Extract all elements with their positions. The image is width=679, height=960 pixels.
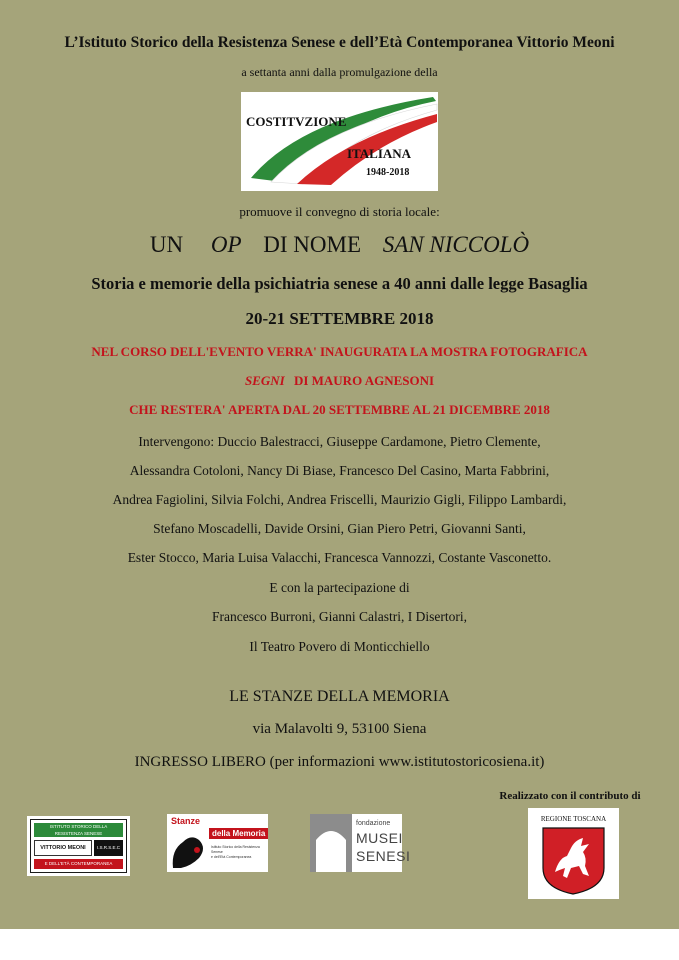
institute-name: L’Istituto Storico della Resistenza Senese e dell’Età Contemporanea Vittorio Meoni bbox=[64, 34, 615, 51]
participation-line-2: Il Teatro Povero di Monticchiello bbox=[249, 639, 430, 654]
stanze-subtitle: della Memoria bbox=[209, 828, 268, 839]
arch-icon bbox=[310, 814, 352, 872]
senesi-word: SENESI bbox=[356, 848, 411, 864]
regione-toscana-logo bbox=[528, 808, 619, 899]
venue-address: via Malavolti 9, 53100 Siena bbox=[252, 721, 427, 737]
speakers-line-4: Stefano Moscadelli, Davide Orsini, Gian Piero Petri, Giovanni Santi, bbox=[153, 521, 526, 536]
title-san-niccolo: SAN NICCOLÒ bbox=[382, 232, 530, 257]
constitution-word: COSTITVZIONE bbox=[246, 114, 347, 129]
speakers-line-2: Alessandra Cotoloni, Nancy Di Biase, Francesco Del Casino, Marta Fabbrini, bbox=[129, 463, 550, 478]
stanze-word: Stanze bbox=[171, 816, 201, 826]
title-un: UN bbox=[149, 232, 184, 257]
constitution-logo bbox=[241, 92, 438, 191]
exhibition-line-2 bbox=[0, 373, 679, 389]
occasion-text: a settanta anni dalla promulgazione della bbox=[241, 65, 438, 79]
participation-intro: E con la partecipazione di bbox=[269, 580, 410, 595]
isrsec-top-band: ISTITUTO STORICO DELLA RESISTENZA SENESE bbox=[34, 823, 123, 837]
title-di-nome: DI NOME bbox=[263, 232, 362, 257]
exhibition-line-3: CHE RESTERA' APERTA DAL 20 SETTEMBRE AL 21 DICEMBRE 2018 bbox=[129, 402, 550, 417]
title-op: OP bbox=[210, 232, 242, 257]
promotes-text: promuove il convegno di storia locale: bbox=[239, 204, 440, 219]
speakers-line-5: Ester Stocco, Maria Luisa Valacchi, Francesca Vannozzi, Costante Vasconetto. bbox=[127, 550, 552, 565]
event-dates: 20-21 SETTEMBRE 2018 bbox=[245, 309, 434, 328]
musei-senesi-logo bbox=[310, 814, 411, 872]
isrsec-name: VITTORIO MEONI bbox=[34, 840, 92, 856]
isrsec-bottom-band: E DELL'ETÀ CONTEMPORANEA bbox=[34, 859, 123, 869]
stanze-tagline: Istituto Storico della Resistenza Senese e dell'Età Contemporanea bbox=[211, 845, 260, 859]
musei-word: MUSEI bbox=[356, 830, 403, 846]
musei-fondazione: fondazione bbox=[356, 820, 391, 827]
isrsec-logo bbox=[27, 816, 130, 876]
venue-name: LE STANZE DELLA MEMORIA bbox=[229, 688, 450, 705]
exhibition-author: DI MAURO AGNESONI bbox=[293, 373, 435, 388]
silhouette-icon bbox=[169, 828, 211, 870]
italiana-word: ITALIANA bbox=[347, 146, 412, 161]
venue-entry: INGRESSO LIBERO (per informazioni www.istitutostoricosiena.it) bbox=[134, 754, 545, 770]
speakers-line-1: Intervengono: Duccio Balestracci, Giuseppe Cardamone, Pietro Clemente, bbox=[138, 434, 541, 449]
exhibition-line-1: NEL CORSO DELL'EVENTO VERRA' INAUGURATA LA MOSTRA FOTOGRAFICA bbox=[91, 344, 588, 359]
event-subtitle: Storia e memorie della psichiatria senese a 40 anni dalle legge Basaglia bbox=[91, 274, 588, 293]
pegasus-shield-icon bbox=[541, 826, 606, 896]
exhibition-title: SEGNI bbox=[244, 373, 285, 388]
speakers-line-3: Andrea Fagiolini, Silvia Folchi, Andrea Friscelli, Maurizio Gigli, Filippo Lambardi, bbox=[112, 492, 567, 507]
sponsor-note: Realizzato con il contributo di bbox=[499, 790, 641, 802]
event-title bbox=[0, 232, 679, 258]
isrsec-acronym: I.S.R.S.E.C bbox=[94, 840, 123, 856]
participation-line-1: Francesco Burroni, Gianni Calastri, I Disertori, bbox=[212, 609, 467, 624]
stanze-logo bbox=[167, 814, 268, 872]
toscana-label: REGIONE TOSCANA bbox=[540, 815, 607, 823]
constitution-years: 1948-2018 bbox=[366, 167, 410, 178]
